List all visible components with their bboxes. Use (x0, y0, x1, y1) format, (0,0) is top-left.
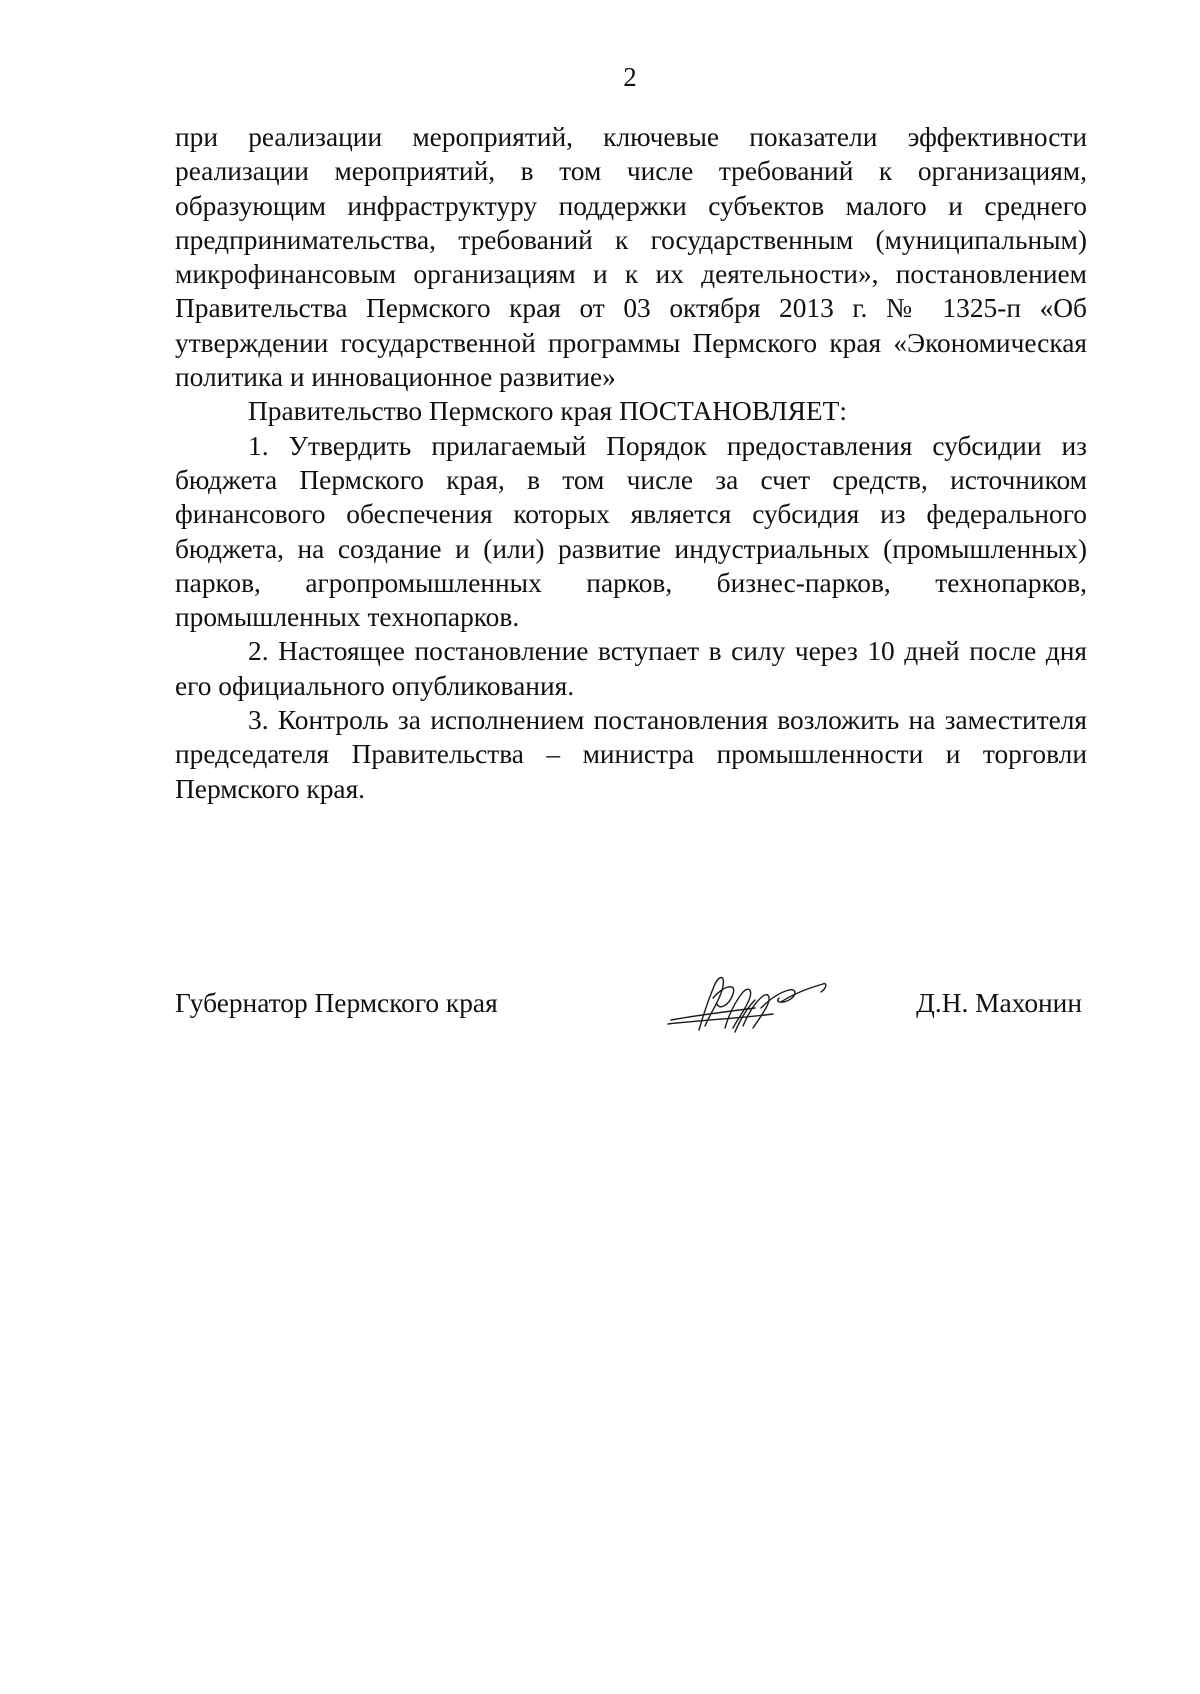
document-body (175, 120, 1087, 806)
paragraph-preamble: при реализации мероприятий, ключевые показатели эффективности реализации мероприятий, в том числе требований к организациям, образующим инфраструктуру поддержки субъектов малого и среднего предпринимательства, требований к государственным (муниципальным) микрофинансовым организациям и к их деятельности», постановлением Правительства Пермского края от 03 октября 2013 г. № 1325-п «Об утверждении государственной программы Пермского края «Экономическая политика и инновационное развитие» (175, 122, 1087, 393)
handwritten-signature-icon (663, 968, 833, 1040)
paragraph-item-1: 1. Утвердить прилагаемый Порядок предоставления субсидии из бюджета Пермского края, в том числе за счет средств, источником финансового обеспечения которых является субсидия из федерального бюджета, на создание и (или) развитие индустриальных (промышленных) парков, агропромышленных парков, бизнес-парков, технопарков, промышленных технопарков. (175, 430, 1087, 633)
page-number: 2 (623, 62, 637, 92)
signer-title: Губернатор Пермского края (175, 988, 498, 1018)
paragraph-item-3: 3. Контроль за исполнением постановления возложить на заместителя председателя Правительства – министра промышленности и торговли Пермского края. (175, 705, 1087, 804)
signature-block (175, 980, 1087, 1040)
paragraph-resolves: Правительство Пермского края ПОСТАНОВЛЯЕТ: (248, 396, 847, 427)
signer-name: Д.Н. Махонин (916, 988, 1082, 1018)
paragraph-item-2: 2. Настоящее постановление вступает в силу через 10 дней после дня его официального опубликования. (175, 636, 1087, 701)
